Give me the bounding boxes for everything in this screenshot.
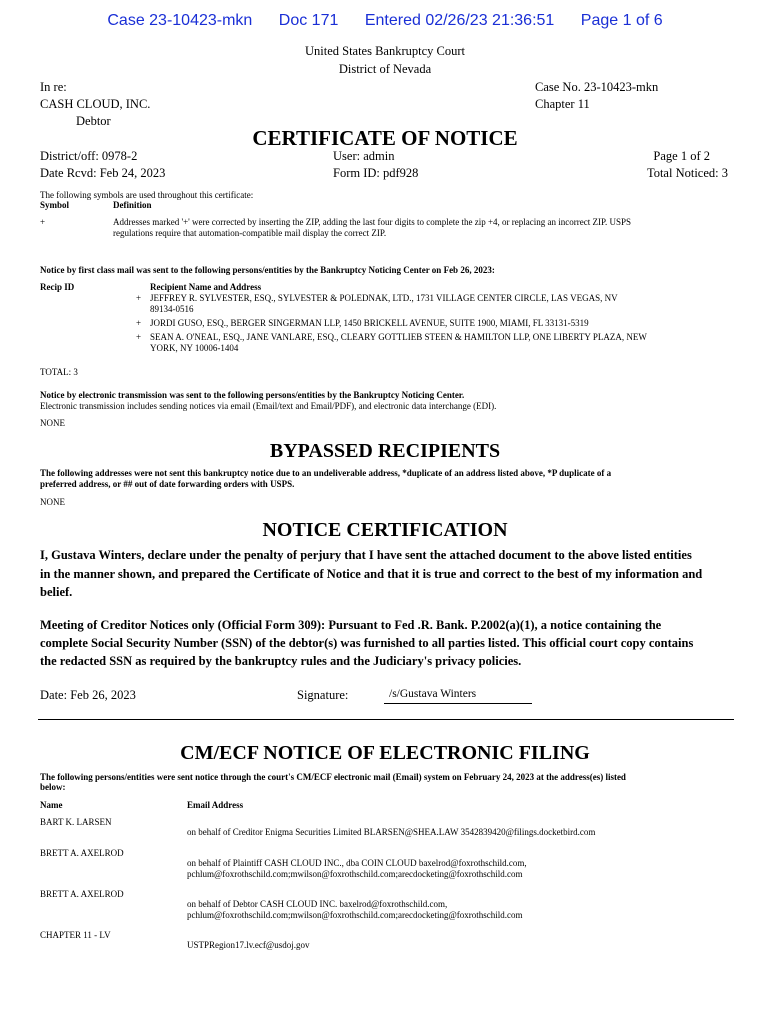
bypassed-none: NONE [40, 497, 65, 507]
certification-date: Date: Feb 26, 2023 [40, 688, 136, 702]
bypassed-text-line2: preferred address, or ## out of date forwarding orders with USPS. [40, 479, 295, 489]
court-district: District of Nevada [338, 62, 432, 76]
date-received: Date Rcvd: Feb 24, 2023 [40, 166, 166, 180]
cmecf-entry-name: BRETT A. AXELROD [40, 889, 124, 899]
signature-label: Signature: [297, 688, 349, 702]
first-class-heading: Notice by first class mail was sent to the following persons/entities by the Bankruptcy Noticing Center on Feb 26, 2023: [40, 265, 495, 275]
certification-title: NOTICE CERTIFICATION [262, 519, 508, 541]
ssn-notice-line: Meeting of Creditor Notices only (Official Form 309): Pursuant to Fed .R. Bank. P.2002(a)(1), a notice containing the [40, 618, 662, 632]
cmecf-entry-name: CHAPTER 11 - LV [40, 930, 111, 940]
cmecf-entry-name: BRETT A. AXELROD [40, 848, 124, 858]
cmecf-entry-email: on behalf of Plaintiff CASH CLOUD INC., dba COIN CLOUD baxelrod@foxrothschild.com, [187, 858, 527, 868]
recipient-mark: + [136, 318, 142, 328]
recipient-line2: YORK, NY 10006-1404 [150, 343, 239, 353]
form-id: Form ID: pdf928 [333, 166, 419, 180]
cmecf-intro-line2: below: [40, 782, 66, 792]
total-recipients: TOTAL: 3 [40, 367, 78, 377]
symbol-definition-line2: regulations require that automation-compatible mail display the correct ZIP. [113, 228, 387, 238]
cmecf-entry-email: on behalf of Creditor Enigma Securities Limited BLARSEN@SHEA.LAW 3542839420@filings.docketbird.com [187, 827, 596, 837]
filing-header [0, 12, 770, 30]
signature-line [384, 703, 532, 704]
cmecf-entry-email: on behalf of Debtor CASH CLOUD INC. baxelrod@foxrothschild.com, [187, 899, 448, 909]
cmecf-entry-email: USTPRegion17.lv.ecf@usdoj.gov [187, 940, 310, 950]
meta-page: Page 1 of 2 [653, 149, 710, 163]
recipient-header: Recipient Name and Address [150, 282, 262, 292]
cmecf-title: CM/ECF NOTICE OF ELECTRONIC FILING [180, 742, 590, 764]
recipient-mark: + [136, 332, 142, 342]
recipient-line1: JORDI GUSO, ESQ., BERGER SINGERMAN LLP, 1450 BRICKELL AVENUE, SUITE 1900, MIAMI, FL 33131-5319 [150, 318, 589, 328]
bypassed-title: BYPASSED RECIPIENTS [269, 440, 501, 462]
chapter: Chapter 11 [535, 97, 590, 111]
recipient-mark: + [136, 293, 142, 303]
recipient-line1: JEFFREY R. SYLVESTER, ESQ., SYLVESTER & POLEDNAK, LTD., 1731 VILLAGE CENTER CIRCLE, LAS VEGAS, NV [150, 293, 618, 303]
cmecf-intro-line1: The following persons/entities were sent notice through the court's CM/ECF electronic mail (Email) system on February 24, 2023 at the address(es) listed [40, 772, 626, 782]
cmecf-entry-email: pchlum@foxrothschild.com;mwilson@foxrothschild.com;arecdocketing@foxrothschild.com [187, 910, 523, 920]
case-number: Case No. 23-10423-mkn [535, 80, 659, 94]
electronic-subtext: Electronic transmission includes sending notices via email (Email/text and Email/PDF), and electronic data interchange (EDI). [40, 401, 497, 411]
ssn-notice-line: the redacted SSN as required by the bankruptcy rules and the Judiciary's privacy policies. [40, 654, 522, 668]
signature: /s/Gustava Winters [389, 688, 477, 700]
cmecf-entry-name: BART K. LARSEN [40, 817, 112, 827]
total-noticed: Total Noticed: 3 [646, 166, 728, 180]
court-name: United States Bankruptcy Court [304, 44, 466, 58]
symbol-plus: + [40, 217, 46, 227]
name-column-header: Name [40, 800, 63, 810]
header-entered: Entered 02/26/23 21:36:51 [364, 12, 555, 29]
symbols-intro: The following symbols are used throughout this certificate: [40, 190, 254, 200]
definition-column-header: Definition [113, 200, 152, 210]
certificate-title: CERTIFICATE OF NOTICE [252, 126, 518, 150]
in-re-label: In re: [40, 80, 67, 94]
header-page: Page 1 of 6 [580, 12, 663, 29]
recip-id-header: Recip ID [40, 282, 75, 292]
certification-line: in the manner shown, and prepared the Certificate of Notice and that it is true and correct to the best of my information and [40, 567, 703, 581]
recipient-line1: SEAN A. O'NEAL, ESQ., JANE VANLARE, ESQ., CLEARY GOTTLIEB STEEN & HAMILTON LLP, ONE LIBERTY PLAZA, NEW [150, 332, 647, 342]
electronic-heading: Notice by electronic transmission was sent to the following persons/entities by the Bankruptcy Noticing Center. [40, 390, 465, 400]
symbol-column-header: Symbol [40, 200, 70, 210]
bypassed-text-line1: The following addresses were not sent this bankruptcy notice due to an undeliverable address, *duplicate of an address listed above, *P duplicate of a [40, 468, 612, 478]
electronic-none: NONE [40, 418, 65, 428]
debtor-name: CASH CLOUD, INC. [40, 97, 151, 111]
cmecf-entry-email: pchlum@foxrothschild.com;mwilson@foxrothschild.com;arecdocketing@foxrothschild.com [187, 869, 523, 879]
user: User: admin [333, 149, 395, 163]
section-divider [38, 719, 734, 720]
symbol-definition-line1: Addresses marked '+' were corrected by inserting the ZIP, adding the last four digits to complete the zip +4, or replacing an incorrect ZIP. USPS [113, 217, 632, 227]
header-case: Case 23-10423-mkn [107, 12, 253, 29]
certification-line: belief. [40, 585, 73, 599]
ssn-notice-line: complete Social Security Number (SSN) of the debtor(s) was furnished to all parties listed. This official court copy contains [40, 636, 694, 650]
certification-line: I, Gustava Winters, declare under the penalty of perjury that I have sent the attached document to the above listed entities [40, 548, 692, 562]
district-office: District/off: 0978-2 [40, 149, 138, 163]
email-column-header: Email Address [187, 800, 244, 810]
header-doc: Doc 171 [278, 12, 339, 29]
debtor-label: Debtor [76, 114, 111, 128]
recipient-line2: 89134-0516 [150, 304, 194, 314]
